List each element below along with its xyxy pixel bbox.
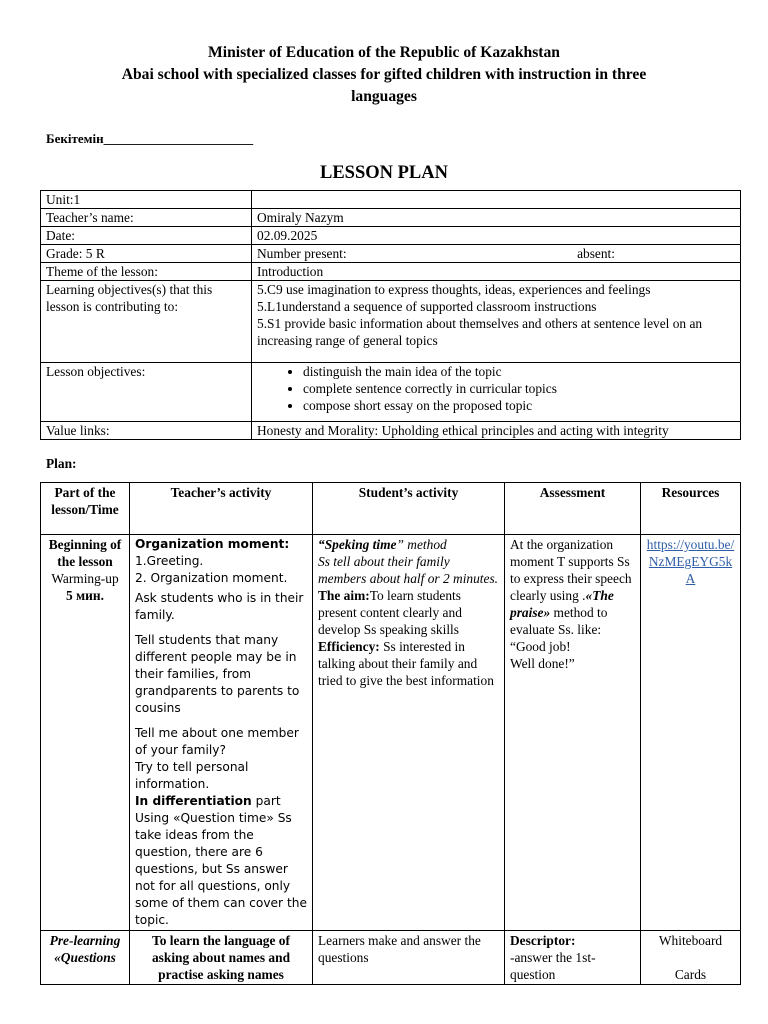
header-ministry: Minister of Education of the Republic of Kazakhstan — [208, 44, 560, 61]
value-links-label: Value links: — [41, 422, 252, 440]
assessment-quote: “Good job! — [510, 639, 571, 654]
efficiency-text — [318, 638, 499, 689]
table-row — [41, 363, 741, 422]
learning-objectives-label: Learning objectives(s) that this lesson is contributing to: — [41, 281, 252, 363]
resource-link[interactable]: https://youtu.be/NzMEgEYG5kA — [646, 537, 735, 586]
lesson-objectives-list — [257, 363, 735, 414]
stage-cell — [41, 535, 130, 931]
stage-time: 5 мин. — [66, 588, 104, 603]
speaking-method — [318, 536, 499, 553]
assessment-cell — [505, 535, 641, 931]
teacher-label: Teacher’s name: — [41, 209, 252, 227]
list-item: • complete sentence correctly in curricular topics — [303, 380, 735, 397]
table-row — [41, 422, 741, 440]
table-row — [41, 191, 741, 209]
list-item: • distinguish the main idea of the topic — [303, 363, 735, 380]
student-activity-cell: Learners make and answer the questions — [313, 931, 505, 985]
activity-line: 1.Greeting. — [135, 554, 204, 568]
teacher-activity-cell: To learn the language of asking about names and practise asking names — [130, 931, 313, 985]
header-student: Student’s activity — [313, 483, 505, 535]
date-label: Date: — [41, 227, 252, 245]
stage-cell: Pre-learning «Questions — [41, 931, 130, 985]
student-activity-cell — [313, 535, 505, 931]
efficiency-label: Efficiency: — [318, 639, 380, 654]
table-row — [41, 535, 741, 931]
org-moment-title: Organization moment: — [135, 537, 290, 551]
speaking-method-suffix: ” method — [396, 537, 447, 552]
lesson-objectives-value — [252, 363, 741, 422]
descriptor-label: Descriptor: — [510, 933, 576, 948]
aim-text — [318, 587, 499, 638]
table-row — [41, 931, 741, 985]
approval-line: Бекітемін_______________________ — [46, 131, 254, 146]
assessment-cell — [505, 931, 641, 985]
stage-name: Beginning of the lesson — [48, 537, 122, 569]
teacher-activity-cell — [130, 535, 313, 931]
assessment-text — [510, 536, 635, 638]
header-resources: Resources — [641, 483, 741, 535]
theme-value: Introduction — [252, 263, 741, 281]
teacher-value: Omiraly Nazym — [252, 209, 741, 227]
table-row — [41, 209, 741, 227]
activity-line: Tell students that many different people may be in their families, from grandparents to parents to cousins — [135, 633, 300, 715]
activity-line: 2. Organization moment. — [135, 571, 288, 585]
table-row — [41, 245, 741, 263]
theme-label: Theme of the lesson: — [41, 263, 252, 281]
differentiation-text — [135, 793, 307, 929]
plan-table — [40, 482, 741, 985]
activity-line: Tell me about one member of your family? — [135, 726, 299, 757]
differentiation-label: In differentiation — [135, 794, 252, 808]
objective-item: 5.C9 use imagination to express thoughts, ideas, experiences and feelings — [257, 282, 651, 297]
unit-cell: Unit:1 — [41, 191, 252, 209]
number-present-label: Number present: — [257, 246, 347, 261]
list-item: • compose short essay on the proposed topic — [303, 397, 735, 414]
praise-method: «The praise» — [510, 588, 614, 620]
efficiency-body: Ss interested in talking about their family and tried to give the best information — [318, 639, 494, 688]
page-title: LESSON PLAN — [320, 163, 448, 183]
objective-item: 5.S1 provide basic information about themselves and others at sentence level on an increasing range of general topics — [257, 316, 703, 348]
plan-label: Plan: — [46, 456, 77, 471]
objective-item: 5.L1understand a sequence of supported classroom instructions — [257, 299, 597, 314]
table-row — [41, 227, 741, 245]
table-row — [41, 263, 741, 281]
lesson-info-table — [40, 190, 741, 440]
speaking-method-name: “Speking time — [318, 537, 397, 552]
table-row — [41, 281, 741, 363]
header-school: Abai school with specialized classes for gifted children with instruction in three — [121, 66, 647, 83]
activity-line: Try to tell personal information. — [135, 760, 249, 791]
resources-cell — [641, 535, 741, 931]
assessment-quote: Well done!” — [510, 656, 575, 671]
stage-sub: Warming-up — [51, 571, 119, 586]
activity-line: Ask students who is in their family. — [135, 591, 304, 622]
resources-cell — [641, 931, 741, 985]
header-school-cont: languages — [351, 88, 417, 105]
assessment-body-cont: method to evaluate Ss. like: — [510, 605, 608, 637]
lesson-objectives-label: Lesson objectives: — [41, 363, 252, 422]
header-part: Part of the lesson/Time — [41, 483, 130, 535]
assessment-body: At the organization moment T supports Ss to express their speech clearly using . — [510, 537, 632, 603]
aim-label: The aim: — [318, 588, 370, 603]
descriptor-text: -answer the 1st-question — [510, 950, 596, 982]
document-header — [40, 42, 728, 108]
table-header-row — [41, 483, 741, 535]
resource-item: Cards — [674, 967, 707, 982]
grade-cell: Grade: 5 R — [41, 245, 252, 263]
student-task: Ss tell about their family members about half or 2 minutes. — [318, 554, 499, 586]
attendance-cell — [252, 245, 741, 263]
date-value: 02.09.2025 — [252, 227, 741, 245]
header-teacher: Teacher’s activity — [130, 483, 313, 535]
aim-body: To learn students present content clearly and develop Ss speaking skills — [318, 588, 462, 637]
header-assessment: Assessment — [505, 483, 641, 535]
value-links-value: Honesty and Morality: Upholding ethical principles and acting with integrity — [252, 422, 741, 440]
unit-value-cell — [252, 191, 741, 209]
absent-label: absent: — [577, 246, 615, 261]
learning-objectives-value — [252, 281, 741, 363]
differentiation-body: part Using «Question time» Ss take ideas from the question, there are 6 questions, but Ss answer not for all questions, only some of them can cover the topic. — [135, 794, 307, 927]
resource-item: Whiteboard — [658, 933, 723, 948]
